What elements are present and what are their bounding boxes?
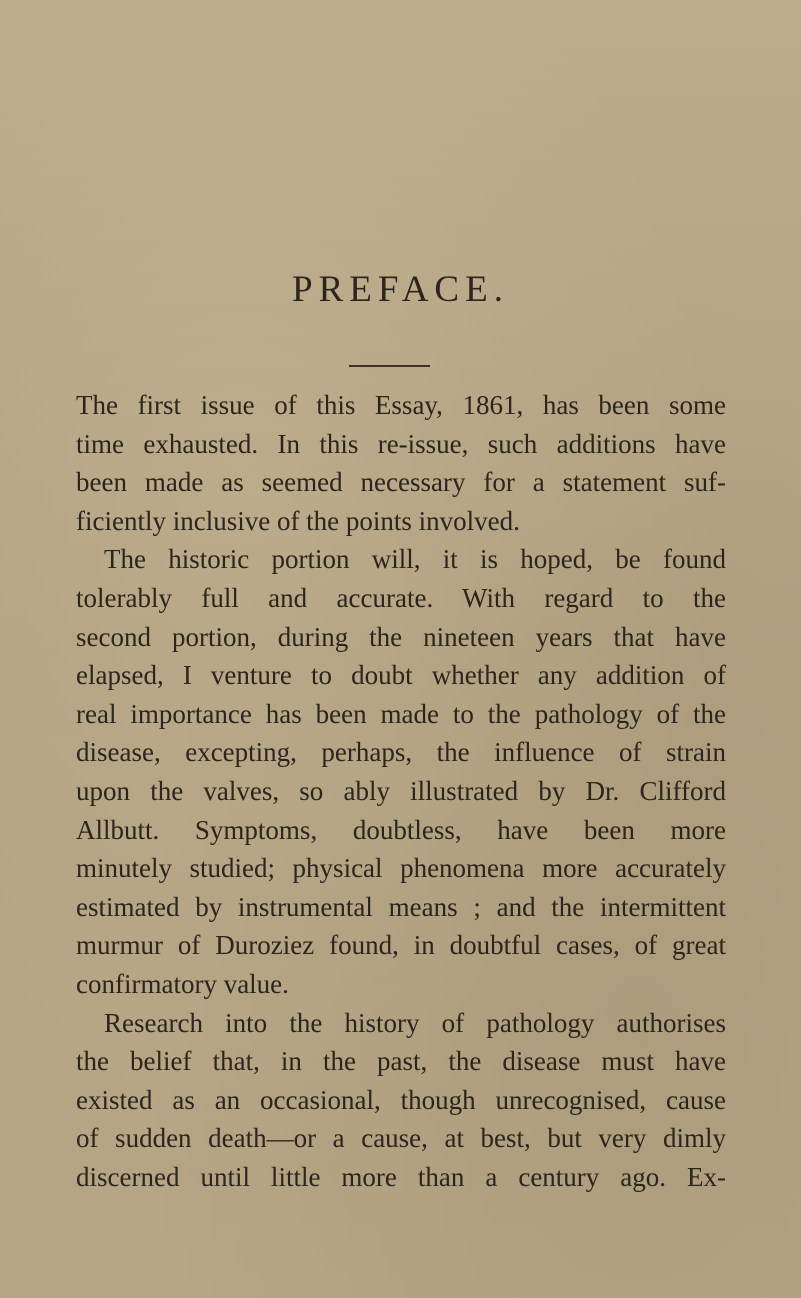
paragraph (76, 386, 726, 540)
text-line: of sudden death—or a cause, at best, but very dimly (76, 1123, 726, 1154)
text-line: Research into the history of pathology authorises (104, 1007, 726, 1038)
text-line: time exhausted. In this re-issue, such additions have (76, 428, 726, 459)
text-line: real importance has been made to the pathology of the (76, 698, 726, 729)
text-line: discerned until little more than a century ago. Ex- (76, 1161, 726, 1192)
text-line: second portion, during the nineteen years that have (76, 621, 726, 652)
paragraph (76, 540, 726, 1003)
page-title: PREFACE. (292, 269, 509, 310)
paragraph (76, 1004, 726, 1197)
text-line: Allbutt. Symptoms, doubtless, have been more (76, 814, 726, 845)
text-line: disease, excepting, perhaps, the influence of strain (76, 737, 726, 768)
text-line: existed as an occasional, though unrecognised, cause (76, 1084, 726, 1115)
text-line: murmur of Duroziez found, in doubtful cases, of great (76, 930, 726, 961)
text-line: The historic portion will, it is hoped, be found (104, 544, 726, 575)
text-line: elapsed, I venture to doubt whether any addition of (76, 660, 726, 691)
text-line: upon the valves, so ably illustrated by Dr. Clifford (76, 775, 726, 806)
text-line: tolerably full and accurate. With regard to the (76, 582, 726, 613)
title-rule-divider (349, 365, 430, 367)
text-line: confirmatory value. (76, 968, 289, 999)
text-line: ficiently inclusive of the points involved. (76, 505, 520, 536)
text-line: estimated by instrumental means ; and the intermittent (76, 891, 726, 922)
preface-body (76, 386, 726, 1196)
text-line: the belief that, in the past, the disease must have (76, 1046, 726, 1077)
text-line: been made as seemed necessary for a statement suf- (76, 467, 726, 498)
text-line: The first issue of this Essay, 1861, has been some (76, 390, 726, 420)
text-line: minutely studied; physical phenomena more accurately (76, 853, 726, 884)
